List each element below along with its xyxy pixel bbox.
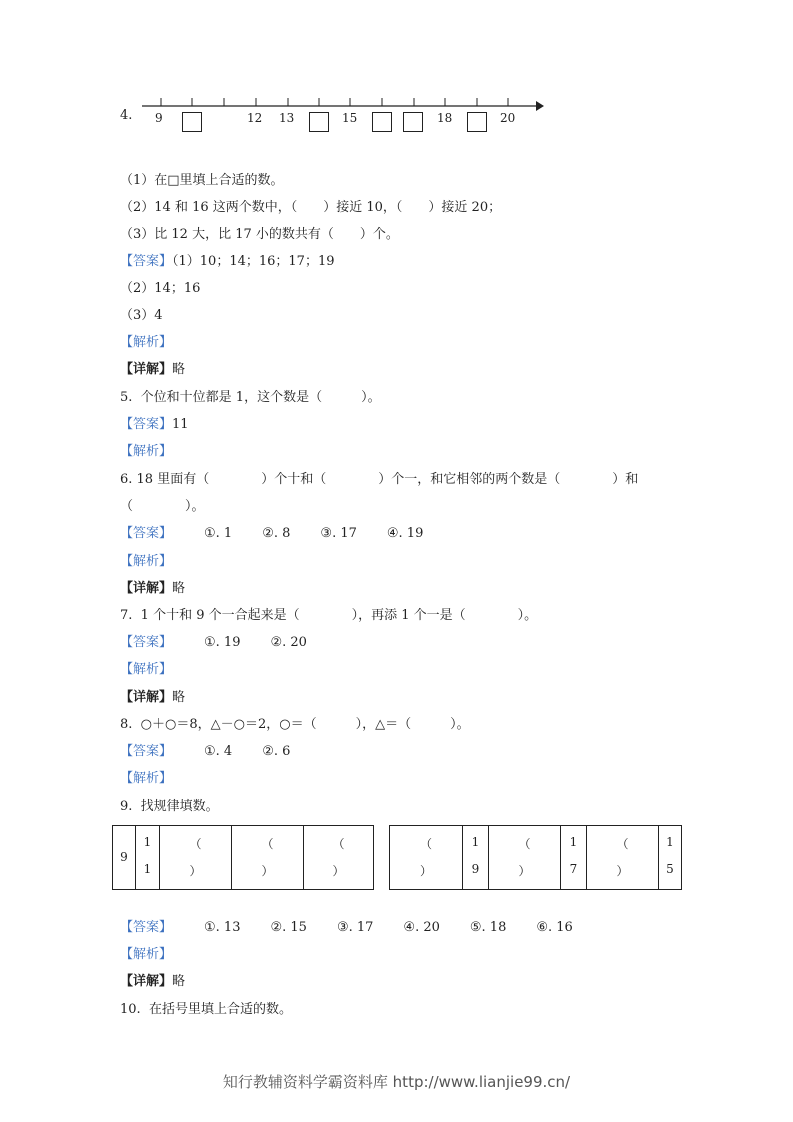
cell-text: ） bbox=[189, 864, 202, 878]
analysis-tag: 【解析】 bbox=[120, 554, 173, 569]
answer-item: ②. 20 bbox=[270, 635, 307, 650]
cell-text: （ bbox=[189, 837, 202, 851]
detail-tag: 【详解】 bbox=[120, 362, 173, 377]
tick-label: 15 bbox=[342, 111, 358, 125]
answer-tag: 【答案】 bbox=[120, 920, 173, 935]
cell-text: ） bbox=[261, 864, 274, 878]
answer-item: ②. 8 bbox=[262, 526, 291, 541]
answer-line bbox=[120, 920, 603, 936]
answer-text: （3）4 bbox=[120, 308, 163, 323]
pattern-table-left bbox=[112, 825, 374, 890]
table-cell bbox=[135, 826, 159, 889]
analysis-tag: 【解析】 bbox=[120, 335, 173, 350]
page-footer: 知行教辅资料学霸资料库 http://www.lianjie99.cn/ bbox=[222, 1073, 571, 1091]
answer-text: （1）10；14；16；17；19 bbox=[172, 254, 335, 269]
answer-text: （2）14；16 bbox=[120, 281, 201, 296]
pattern-table-right bbox=[389, 825, 682, 890]
answer-text: 11 bbox=[172, 417, 189, 432]
answer-box[interactable] bbox=[467, 112, 487, 132]
answer-item: ⑥. 16 bbox=[536, 920, 573, 935]
answer-item: ⑤. 18 bbox=[469, 920, 507, 935]
blank-cell[interactable] bbox=[488, 826, 560, 889]
detail-tag: 【详解】 bbox=[120, 690, 173, 705]
answer-item: ④. 20 bbox=[403, 920, 440, 935]
detail-line bbox=[120, 690, 185, 706]
question-text: （2）14 和 16 这两个数中，（ ）接近 10，（ ）接近 20； bbox=[120, 200, 502, 215]
detail-line bbox=[120, 581, 185, 597]
cell-text: （ bbox=[332, 837, 345, 851]
table-cell bbox=[658, 826, 681, 889]
question-text: 10. 在括号里填上合适的数。 bbox=[120, 1002, 292, 1017]
analysis-tag: 【解析】 bbox=[120, 947, 173, 962]
answer-tag: 【答案】 bbox=[120, 526, 173, 541]
answer-item: ②. 6 bbox=[262, 744, 291, 759]
answer-tag: 【答案】 bbox=[120, 635, 173, 650]
cell-text: 1 bbox=[666, 835, 674, 849]
question-number: 4. bbox=[120, 108, 133, 123]
analysis-tag: 【解析】 bbox=[120, 662, 173, 677]
cell-text: 1 bbox=[143, 835, 152, 849]
table-cell bbox=[113, 826, 135, 889]
cell-text: （ bbox=[518, 837, 531, 851]
detail-line bbox=[120, 362, 185, 378]
detail-text: 略 bbox=[172, 581, 186, 596]
table-cell bbox=[560, 826, 586, 889]
tick-label: 9 bbox=[155, 111, 163, 125]
answer-box[interactable] bbox=[182, 112, 202, 132]
answer-line bbox=[120, 417, 189, 433]
answer-box[interactable] bbox=[403, 112, 423, 132]
tick-label: 13 bbox=[279, 111, 295, 125]
answer-tag: 【答案】 bbox=[120, 417, 173, 432]
blank-cell[interactable] bbox=[159, 826, 231, 889]
answer-item: ③. 17 bbox=[336, 920, 374, 935]
question-text: 9. 找规律填数。 bbox=[120, 799, 219, 814]
detail-tag: 【详解】 bbox=[120, 581, 173, 596]
detail-text: 略 bbox=[172, 690, 186, 705]
answer-item: ①. 4 bbox=[204, 744, 233, 759]
answer-line bbox=[120, 744, 320, 760]
blank-cell[interactable] bbox=[231, 826, 303, 889]
tick-label: 18 bbox=[437, 111, 453, 125]
answer-line bbox=[120, 254, 335, 270]
cell-text: （ bbox=[419, 837, 432, 851]
answer-line bbox=[120, 635, 337, 651]
tick-label: 20 bbox=[500, 111, 516, 125]
question-text: 7. 1 个十和 9 个一合起来是（ ），再添 1 个一是（ ）。 bbox=[120, 608, 538, 623]
question-text: （ ）。 bbox=[120, 499, 205, 514]
table-cell bbox=[462, 826, 488, 889]
answer-item: ③. 17 bbox=[320, 526, 357, 541]
cell-text: 9 bbox=[471, 862, 480, 876]
question-text: 6. 18 里面有（ ）个十和（ ）个一，和它相邻的两个数是（ ）和 bbox=[120, 472, 639, 487]
cell-text: ） bbox=[518, 864, 531, 878]
cell-text: 1 bbox=[471, 835, 480, 849]
blank-cell[interactable] bbox=[586, 826, 658, 889]
tick-label: 12 bbox=[247, 111, 263, 125]
answer-tag: 【答案】 bbox=[120, 744, 173, 759]
detail-text: 略 bbox=[172, 362, 186, 377]
cell-text: （ bbox=[261, 837, 274, 851]
cell-text: 7 bbox=[569, 862, 578, 876]
question-text: （3）比 12 大，比 17 小的数共有（ ）个。 bbox=[120, 227, 399, 242]
cell-text: 5 bbox=[666, 862, 674, 876]
blank-cell[interactable] bbox=[303, 826, 373, 889]
cell-text: ） bbox=[616, 864, 629, 878]
detail-line bbox=[120, 974, 185, 990]
cell-text: 1 bbox=[569, 835, 578, 849]
answer-item: ①. 1 bbox=[204, 526, 233, 541]
detail-tag: 【详解】 bbox=[120, 974, 173, 989]
question-text: （1）在□里填上合适的数。 bbox=[120, 173, 284, 188]
question-text: 5. 个位和十位都是 1，这个数是（ ）。 bbox=[120, 390, 381, 405]
analysis-tag: 【解析】 bbox=[120, 771, 173, 786]
cell-text: 1 bbox=[143, 862, 152, 876]
answer-item: ②. 15 bbox=[270, 920, 307, 935]
cell-text: ） bbox=[419, 864, 432, 878]
answer-box[interactable] bbox=[372, 112, 392, 132]
answer-tag: 【答案】 bbox=[120, 254, 173, 269]
blank-cell[interactable] bbox=[390, 826, 462, 889]
question-text: 8. ○＋○＝8，△－○＝2，○＝（ ），△＝（ ）。 bbox=[120, 717, 470, 732]
answer-item: ①. 19 bbox=[204, 635, 241, 650]
cell-text: 9 bbox=[120, 850, 128, 864]
answer-item: ①. 13 bbox=[204, 920, 241, 935]
answer-box[interactable] bbox=[309, 112, 329, 132]
analysis-tag: 【解析】 bbox=[120, 444, 173, 459]
answer-line bbox=[120, 526, 453, 542]
cell-text: ） bbox=[332, 864, 345, 878]
answer-item: ④. 19 bbox=[386, 526, 424, 541]
cell-text: （ bbox=[616, 837, 629, 851]
detail-text: 略 bbox=[172, 974, 186, 989]
